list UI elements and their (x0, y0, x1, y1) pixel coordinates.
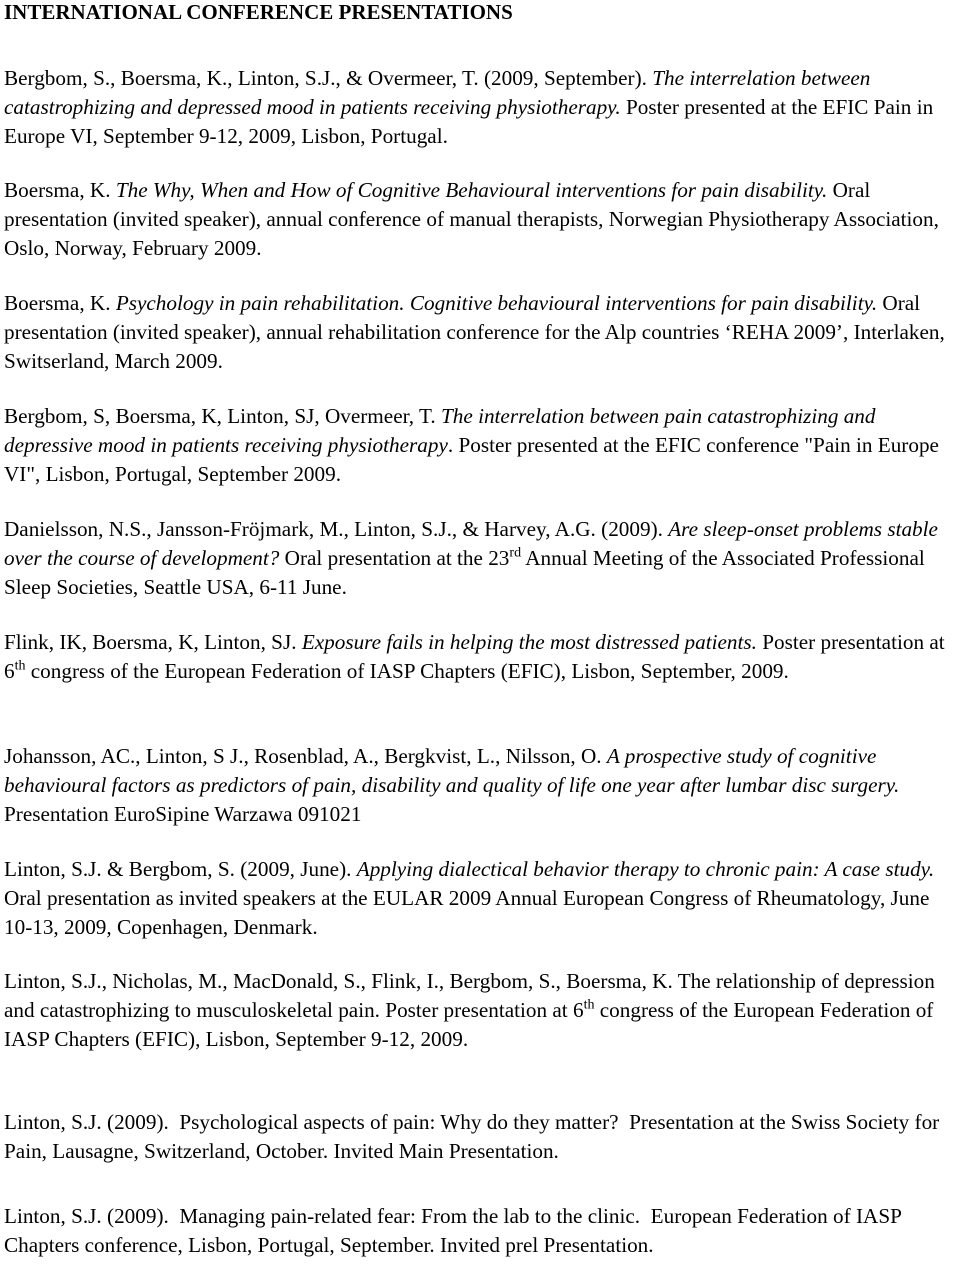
entry-details: Poster presentation at 6 (4, 630, 945, 683)
entry-title: Psychology in pain rehabilitation. Cognitive behavioural interventions for pain disability. (115, 291, 878, 315)
ordinal-suffix: rd (509, 545, 522, 561)
entry-details: Annual Meeting of the Associated Professional Sleep Societies, Seattle USA, 6-11 June. (4, 545, 925, 599)
document-page (4, 0, 954, 1257)
entry-authors: Boersma, K. (4, 178, 111, 202)
entry-title: The relationship of depression and catastrophizing to musculoskeletal pain. (4, 969, 935, 1022)
entry-authors: Johansson, AC., Linton, S J., Rosenblad, A., Bergkvist, L., Nilsson, O. (4, 744, 602, 768)
entry-authors: Linton, S.J. & Bergbom, S. (2009, June). (4, 857, 352, 881)
presentation-entry-6 (4, 628, 954, 686)
section-heading: INTERNATIONAL CONFERENCE PRESENTATIONS (4, 0, 513, 24)
entry-title: The Why, When and How of Cognitive Behavioural interventions for pain disability. (115, 178, 828, 202)
entry-details: congress of the European Federation of IASP Chapters (EFIC), Lisbon, September 9-12, 2009. (4, 997, 934, 1051)
entry-authors: Boersma, K. (4, 291, 111, 315)
entry-details: Oral presentation (invited speaker), annual conference of manual therapists, Norwegian Physiotherapy Association, Oslo, Norway, February 2009. (4, 178, 939, 260)
presentation-entry-7 (4, 742, 954, 828)
entry-details: Presentation EuroSipine Warzawa 091021 (4, 801, 362, 826)
entry-authors: Bergbom, S., Boersma, K., Linton, S.J., & Overmeer, T. (2009, September). (4, 66, 647, 90)
entry-details: Presentation at the Swiss Society for Pain, Lausagne, Switzerland, October. Invited Main Presentation. (4, 1110, 940, 1163)
presentation-entry-8 (4, 855, 954, 941)
entry-title: Applying dialectical behavior therapy to chronic pain: A case study. (356, 857, 935, 881)
entry-authors: Linton, S.J., Nicholas, M., MacDonald, S., Flink, I., Bergbom, S., Boersma, K. (4, 969, 673, 993)
presentation-entry-10 (4, 1108, 954, 1166)
entry-title: The interrelation between catastrophizing and depressed mood in patients receiving physiotherapy. (4, 66, 871, 119)
entry-authors: Danielsson, N.S., Jansson-Fröjmark, M., Linton, S.J., & Harvey, A.G. (2009). (4, 517, 663, 541)
entry-authors: Linton, S.J. (2009). (4, 1110, 169, 1134)
entry-authors: Flink, IK, Boersma, K, Linton, SJ. (4, 630, 297, 654)
entry-details: European Federation of IASP Chapters conference, Lisbon, Portugal, September. Invited prel Presentation. (4, 1204, 902, 1257)
entry-details: Oral presentation at the 23 (284, 545, 510, 570)
entry-title: Managing pain-related fear: From the lab to the clinic. (179, 1204, 641, 1228)
presentation-entry-1 (4, 64, 954, 150)
ordinal-suffix: th (14, 658, 26, 674)
entry-title: Exposure fails in helping the most distressed patients. (301, 630, 757, 654)
entry-title: A prospective study of cognitive behavioural factors as predictors of pain, disability and quality of life one year after lumbar disc surgery. (4, 744, 900, 797)
presentation-entry-2 (4, 176, 954, 262)
entry-title: The interrelation between pain catastrophizing and depressive mood in patients receiving physiotherapy (4, 404, 876, 457)
entry-authors: Bergbom, S, Boersma, K, Linton, SJ, Overmeer, T. (4, 404, 436, 428)
entry-details: Poster presented at the EFIC Pain in Europe VI, September 9-12, 2009, Lisbon, Portugal. (4, 94, 934, 148)
entry-title: Psychological aspects of pain: Why do they matter? (179, 1110, 619, 1134)
entry-details: Oral presentation (invited speaker), annual rehabilitation conference for the Alp countries ‘REHA 2009’, Interlaken, Switserland, March 2009. (4, 291, 945, 373)
presentation-entry-5 (4, 515, 954, 601)
entry-details: . Poster presented at the EFIC conference "Pain in Europe VI", Lisbon, Portugal, September 2009. (4, 432, 939, 486)
entry-details: congress of the European Federation of IASP Chapters (EFIC), Lisbon, September, 2009. (25, 658, 789, 683)
presentation-entry-3 (4, 289, 954, 375)
entry-details: Oral presentation as invited speakers at the EULAR 2009 Annual European Congress of Rheumatology, June 10-13, 2009, Copenhagen, Denmark. (4, 885, 930, 939)
presentation-entry-4 (4, 402, 954, 488)
entry-title: Are sleep-onset problems stable over the course of development? (4, 517, 938, 570)
presentation-entry-11 (4, 1202, 954, 1260)
ordinal-suffix: th (583, 997, 595, 1013)
presentation-entry-9 (4, 967, 954, 1053)
entry-authors: Linton, S.J. (2009). (4, 1204, 169, 1228)
entry-details: Poster presentation at 6 (385, 997, 584, 1022)
